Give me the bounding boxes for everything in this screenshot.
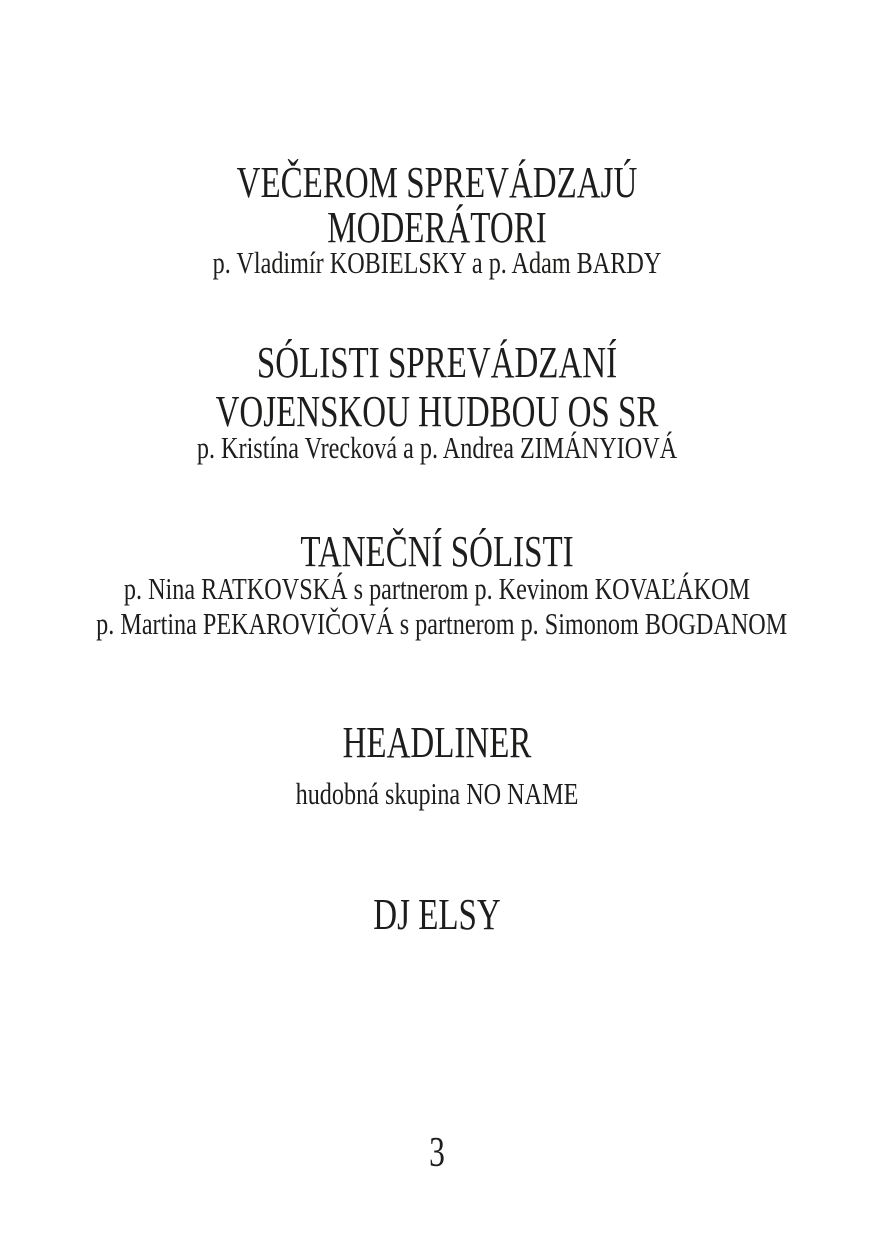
moderators-heading-line2: MODERÁTORI — [327, 203, 547, 252]
dance-pair-1: p. Nina RATKOVSKÁ s partnerom p. Kevinom KOVAĽÁKOM — [123, 571, 751, 606]
soloists-heading-line2: VOJENSKOU HUDBOU OS SR — [215, 387, 659, 436]
dance-pair-2: p. Martina PEKAROVIČOVÁ s partnerom p. Simonom BOGDANOM — [96, 606, 788, 641]
headliner-heading: HEADLINER — [342, 718, 532, 767]
soloists-heading-line1: SÓLISTI SPREVÁDZANÍ — [256, 338, 618, 387]
dance-soloists-heading: TANEČNÍ SÓLISTI — [300, 527, 574, 576]
soloists-names: p. Kristína Vrecková a p. Andrea ZIMÁNYIOVÁ — [196, 430, 678, 465]
page-number: 3 — [429, 1130, 445, 1176]
headliner-band: hudobná skupina NO NAME — [295, 776, 579, 811]
moderators-heading-line1: VEČEROM SPREVÁDZAJÚ — [236, 158, 638, 207]
moderators-names: p. Vladimír KOBIELSKY a p. Adam BARDY — [212, 245, 662, 280]
dj-heading: DJ ELSY — [373, 890, 501, 939]
